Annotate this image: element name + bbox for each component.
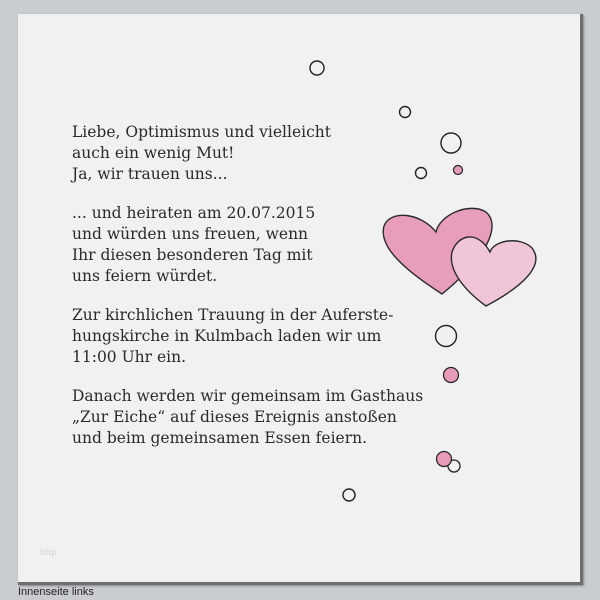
bubble-icon (343, 489, 355, 501)
paragraph-intro (72, 122, 432, 185)
invitation-text (72, 122, 432, 467)
watermark: http (40, 548, 57, 557)
pink-dot-icon (437, 452, 452, 467)
text-line: Ja, wir trauen uns... (72, 165, 228, 183)
bubble-icon (310, 61, 324, 75)
text-line: auch ein wenig Mut! (72, 144, 235, 162)
text-line: Danach werden wir gemeinsam im Gasthaus (72, 387, 424, 405)
heart-small-icon (451, 237, 535, 306)
text-line: uns feiern würdet. (72, 267, 218, 285)
pink-dot-icon (444, 368, 459, 383)
text-line: hungskirche in Kulmbach laden wir um (72, 327, 382, 345)
text-line: „Zur Eiche“ auf dieses Ereignis anstoßen (72, 408, 397, 426)
paragraph-ceremony (72, 305, 432, 368)
text-line: Zur kirchlichen Trauung in der Auferste- (72, 306, 394, 324)
text-line: und beim gemeinsamen Essen feiern. (72, 429, 368, 447)
text-line: Liebe, Optimismus und vielleicht (72, 123, 331, 141)
paragraph-wedding-date (72, 203, 432, 287)
text-line: und würden uns freuen, wenn (72, 225, 309, 243)
bubble-icon (441, 133, 461, 153)
bubble-icon (400, 107, 411, 118)
text-line: 11:00 Uhr ein. (72, 348, 187, 366)
paragraph-celebration (72, 386, 432, 449)
text-line: ... und heiraten am 20.07.2015 (72, 204, 316, 222)
pink-dot-icon (454, 166, 463, 175)
page-caption: Innenseite links (18, 586, 94, 598)
text-line: Ihr diesen besonderen Tag mit (72, 246, 313, 264)
bubble-icon (436, 326, 457, 347)
